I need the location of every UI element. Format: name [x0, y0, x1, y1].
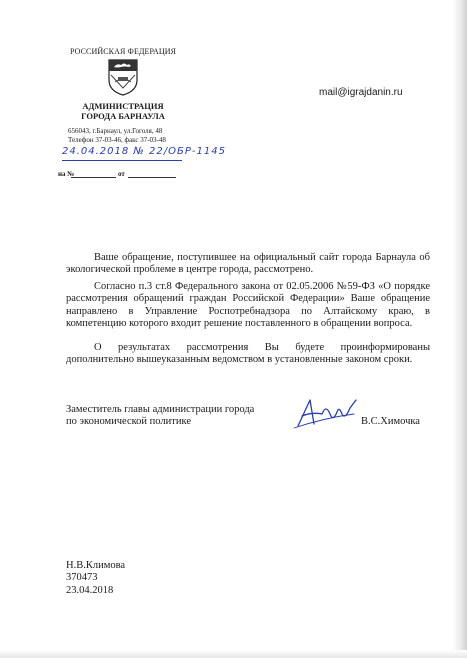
stamp-underline: [62, 160, 182, 161]
ref-number-label: на №: [58, 170, 75, 178]
admin-line-2: ГОРОДА БАРНАУЛА: [81, 111, 165, 121]
document-date: 23.04.2018: [66, 584, 114, 596]
paragraph-1: Ваше обращение, поступившее на официальный сайт города Барнаула об экологической проблеме в центре города, рассмотрено.: [66, 252, 430, 276]
scan-bottom-shadow: [0, 650, 467, 658]
ref-number-blank: [71, 177, 116, 178]
handwritten-signature-icon: [288, 396, 368, 430]
executor-block: [66, 560, 125, 597]
coat-of-arms-icon: [107, 58, 139, 96]
ref-date-blank: [128, 177, 176, 178]
executor-phone: 370473: [66, 572, 98, 584]
phone-line: Телефон 37-03-46, факс 37-03-48: [68, 136, 166, 144]
address-line: 656043, г.Барнаул, ул.Гоголя, 48: [68, 127, 163, 135]
paragraph-3: О результатах рассмотрения Вы будете проинформированы дополнительно вышеуказанным ведомством в установленные законом сроки.: [66, 342, 430, 366]
registration-stamp: 24.04.2018 № 22/ОБР-1145: [62, 146, 226, 157]
paragraph-2: Согласно п.3 ст.8 Федерального закона от 02.05.2006 №59-ФЗ «О порядке рассмотрения обращений граждан Российской Федерации» Ваше обращение направлено в Управление Роспотребнадзора по Алтайскому краю, в компетенцию которого входит решение поставленного в обращении вопроса.: [66, 281, 430, 330]
recipient-email: mail@igrajdanin.ru: [319, 87, 403, 98]
admin-line-1: АДМИНИСТРАЦИЯ: [82, 101, 164, 111]
address-block: [68, 127, 166, 145]
signatory-name: В.С.Химочка: [361, 416, 420, 427]
ref-date-label: от: [118, 170, 125, 178]
signatory-position: [66, 404, 254, 429]
position-line-1: Заместитель главы администрации города: [66, 404, 255, 415]
executor-name: Н.В.Климова: [66, 560, 126, 571]
country-name: РОССИЙСКАЯ ФЕДЕРАЦИЯ: [70, 47, 177, 56]
administration-title: [78, 101, 168, 121]
position-line-2: по экономической политике: [66, 416, 191, 428]
scan-edge-shadow: [452, 0, 467, 658]
